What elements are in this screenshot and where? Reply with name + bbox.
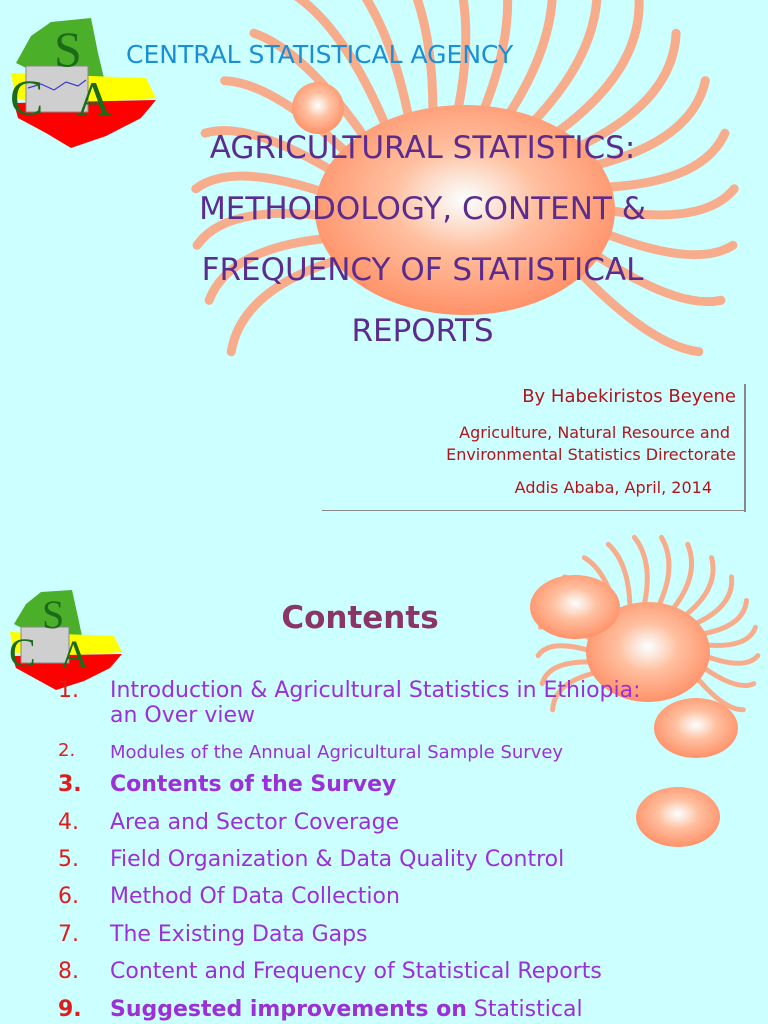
department-line-2: Environmental Statistics Directorate [446,445,736,464]
department-line-1: Agriculture, Natural Resource and [459,423,730,442]
divider [322,510,746,511]
logo-letter-s: S [42,592,65,637]
logo-letter-c: C [9,630,36,675]
title-line: AGRICULTURAL STATISTICS: [209,130,636,166]
item-number: 3. [58,772,82,797]
title-line: METHODOLOGY, CONTENT & [199,191,646,227]
item-number: 6. [58,884,79,909]
logo-letter-a: A [60,632,89,677]
item-text: Content and Frequency of Statistical Reports [110,959,602,984]
item-text-bold: Suggested improvements on [110,997,467,1022]
place-date: Addis Ababa, April, 2014 [514,478,712,497]
item-text [110,997,583,1023]
csa-logo [6,582,126,692]
presentation-title [150,118,695,362]
item-number: 8. [58,959,79,984]
item-text: Contents of the Survey [110,772,397,797]
item-text: Method Of Data Collection [110,884,400,909]
logo-letter-a: A [76,71,113,127]
item-text: Modules of the Annual Agricultural Sample Survey [110,742,564,763]
divider [744,384,746,512]
item-text: Introduction & Agricultural Statistics in Ethiopia: [110,678,641,703]
title-line: REPORTS [351,313,494,349]
logo-letter-s: S [54,21,82,77]
item-number: 9. [58,997,82,1022]
item-number: 4. [58,810,79,835]
contents-heading: Contents [281,600,439,636]
logo-letter-c: C [10,69,44,125]
item-number: 7. [58,922,79,947]
item-text: Area and Sector Coverage [110,810,400,835]
agency-name: CENTRAL STATISTICAL AGENCY [126,40,514,69]
item-number: 5. [58,847,79,872]
item-text-regular: Statistical [473,997,583,1022]
item-text: The Existing Data Gaps [110,922,368,947]
item-text: Field Organization & Data Quality Control [110,847,565,872]
item-number: 1. [58,678,79,703]
item-text-continued: an Over view [110,703,255,728]
contents-slide [0,512,768,1024]
author: By Habekiristos Beyene [522,386,736,407]
title-line: FREQUENCY OF STATISTICAL [201,252,644,288]
csa-logo [6,8,161,150]
item-number: 2. [58,740,76,761]
